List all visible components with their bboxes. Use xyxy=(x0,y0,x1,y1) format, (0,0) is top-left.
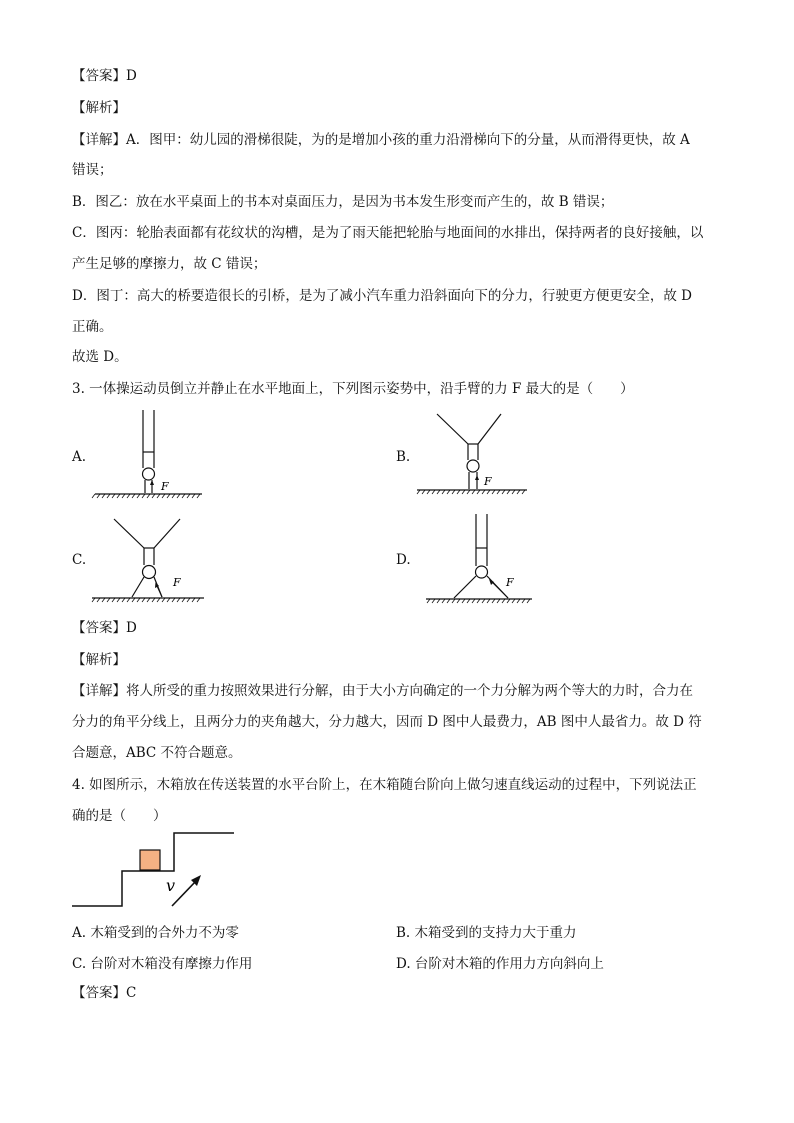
q2-detail-line: 正确。 xyxy=(72,319,113,335)
q2-conclusion: 故选 D。 xyxy=(72,349,128,365)
q2-detail-line: 【详解】A．图甲：幼儿园的滑梯很陡，为的是增加小孩的重力沿滑梯向下的分量，从而滑得更快，故 A xyxy=(72,132,690,148)
q2-detail-line: C．图丙：轮胎表面都有花纹状的沟槽，是为了雨天能把轮胎与地面间的水排出，保持两者的良好接触，以 xyxy=(72,225,704,241)
q2-detail-line: 错误； xyxy=(72,162,113,178)
q3-figure-d xyxy=(420,512,540,607)
force-label: F xyxy=(173,576,181,589)
q3-detail-line: 合题意，ABC 不符合题意。 xyxy=(72,745,242,761)
velocity-label: v xyxy=(166,876,176,895)
q2-detail-line: D．图丁：高大的桥要造很长的引桥，是为了减小汽车重力沿斜面向下的分力，行驶更方便更安全，故 D xyxy=(72,288,692,304)
q4-option-b: B. 木箱受到的支持力大于重力 xyxy=(396,925,577,941)
q2-analysis-label: 【解析】 xyxy=(72,100,126,116)
wooden-box xyxy=(140,850,160,870)
q4-option-c: C. 台阶对木箱没有摩擦力作用 xyxy=(72,956,253,972)
q4-stair-figure xyxy=(70,826,240,910)
q3-option-d-label: D. xyxy=(396,552,411,568)
q3-analysis-label: 【解析】 xyxy=(72,652,126,668)
q3-figure-c xyxy=(90,515,210,610)
q3-stem: 3. 一体操运动员倒立并静止在水平地面上，下列图示姿势中，沿手臂的力 F 最大的是（ ） xyxy=(72,381,634,397)
q3-detail-line: 【详解】将人所受的重力按照效果进行分解，由于大小方向确定的一个力分解为两个等大的力时，合力在 xyxy=(72,683,693,699)
force-label: F xyxy=(161,480,169,493)
q4-option-d: D. 台阶对木箱的作用力方向斜向上 xyxy=(396,956,604,972)
force-label: F xyxy=(484,475,492,488)
q3-figure-b xyxy=(415,410,535,505)
q2-detail-line: B．图乙：放在水平桌面上的书本对桌面压力，是因为书本发生形变而产生的，故 B 错误； xyxy=(72,194,614,210)
q4-answer: 【答案】C xyxy=(72,985,137,1001)
q3-answer: 【答案】D xyxy=(72,620,137,636)
q3-figure-a xyxy=(90,410,210,505)
force-label: F xyxy=(506,576,514,589)
q3-option-c-label: C. xyxy=(72,552,87,568)
q4-stem: 4. 如图所示，木箱放在传送装置的水平台阶上，在木箱随台阶向上做匀速直线运动的过程中，下列说法正 xyxy=(72,777,697,793)
q2-answer: 【答案】D xyxy=(72,68,137,84)
q4-option-a: A. 木箱受到的合外力不为零 xyxy=(72,925,239,941)
q3-option-a-label: A. xyxy=(72,449,87,465)
q2-detail-line: 产生足够的摩擦力，故 C 错误； xyxy=(72,256,267,272)
q3-option-b-label: B. xyxy=(396,449,411,465)
q4-stem: 确的是（ ） xyxy=(72,808,167,824)
q3-detail-line: 分力的角平分线上，且两分力的夹角越大，分力越大，因而 D 图中人最费力，AB 图中人最省力。故 D 符 xyxy=(72,714,702,730)
